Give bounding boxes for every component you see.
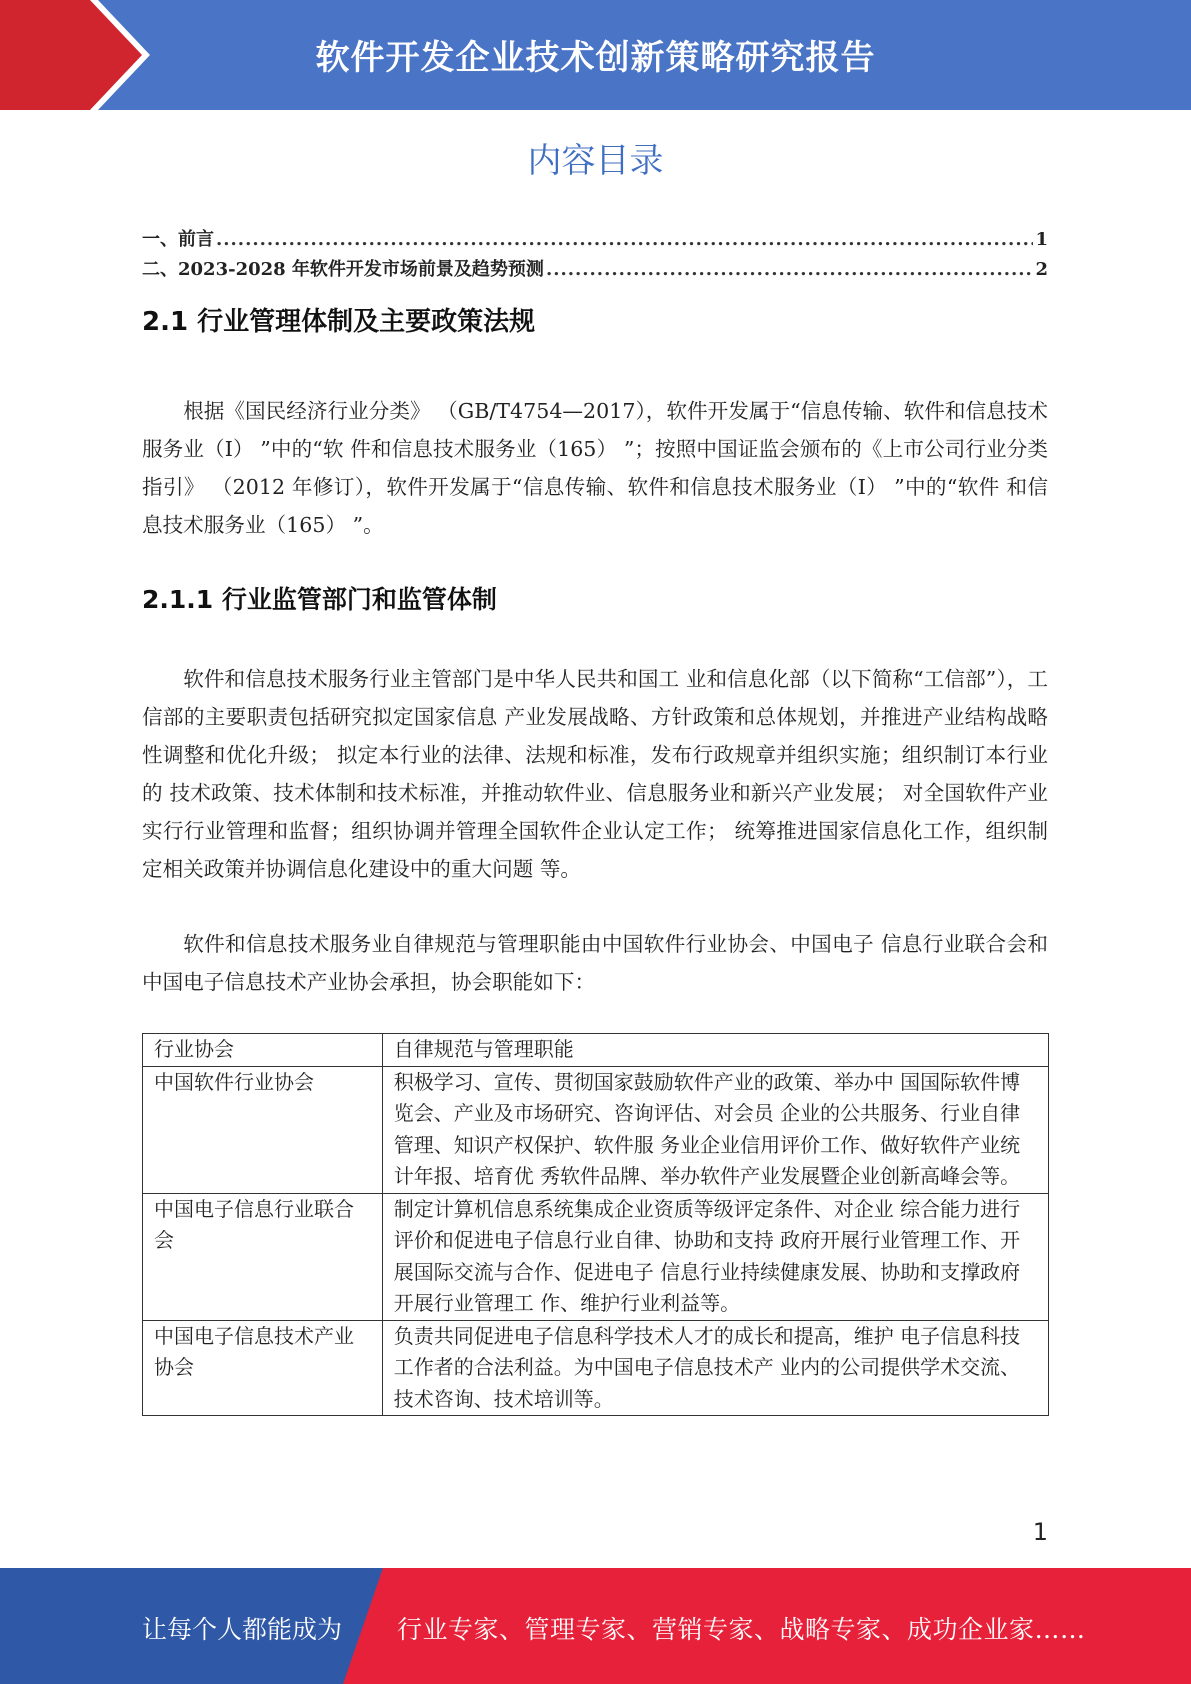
table-row <box>143 1320 1049 1416</box>
section-2-1-1-paragraph-2: 软件和信息技术服务业自律规范与管理职能由中国软件行业协会、中国电子 信息行业联合会和中国电子信息技术产业协会承担，协会职能如下： <box>142 932 1048 994</box>
table-header-cell: 行业协会 <box>143 1034 383 1067</box>
section-heading-2-1: 2.1 行业管理体制及主要政策法规 <box>142 307 536 337</box>
footer-banner <box>0 1568 1191 1684</box>
association-table <box>142 1033 1049 1416</box>
table-row <box>143 1193 1049 1320</box>
report-title: 软件开发企业技术创新策略研究报告 <box>315 38 876 78</box>
association-duty-cell: 制定计算机信息系统集成企业资质等级评定条件、对企业 综合能力进行评价和促进电子信息行业自律、协助和支持 政府开展行业管理工作、开展国际交流与合作、促进电子 信息行业持续健康发展、协助和支撑政府开展行业管理工 作、维护行业利益等。 <box>382 1193 1048 1320</box>
section-heading-2-1-1: 2.1.1 行业监管部门和监管体制 <box>142 585 497 614</box>
association-duty-cell: 负责共同促进电子信息科学技术人才的成长和提高，维护 电子信息科技工作者的合法利益。为中国电子信息技术产 业内的公司提供学术交流、技术咨询、技术培训等。 <box>382 1320 1048 1416</box>
toc-entry-page: 2 <box>1035 259 1048 280</box>
association-duty-cell: 积极学习、宣传、贯彻国家鼓励软件产业的政策、举办中 国国际软件博览会、产业及市场研究、咨询评估、对会员 企业的公共服务、行业自律管理、知识产权保护、软件服 务业企业信用评价工作、做好软件产业统计年报、培育优 秀软件品牌、举办软件产业发展暨企业创新高峰会等。 <box>382 1066 1048 1193</box>
association-name-cell: 中国软件行业协会 <box>143 1066 383 1193</box>
table-header-row <box>143 1034 1049 1067</box>
toc-entry-label: 一、前言 <box>142 229 214 250</box>
association-name-cell: 中国电子信息行业联合会 <box>143 1193 383 1320</box>
toc-entry-label: 二、2023-2028 年软件开发市场前景及趋势预测 <box>142 259 544 280</box>
header-banner <box>0 0 1191 110</box>
toc-title: 内容目录 <box>527 141 664 181</box>
toc-dot-leader <box>216 229 1033 250</box>
table-header-cell: 自律规范与管理职能 <box>382 1034 1048 1067</box>
toc-entry-market-forecast[interactable] <box>142 255 1048 285</box>
toc-entry-page: 1 <box>1035 229 1048 250</box>
toc-entry-preface[interactable] <box>142 225 1048 255</box>
section-2-1-1-paragraph-1: 软件和信息技术服务行业主管部门是中华人民共和国工 业和信息化部（以下简称“工信部”），工信部的主要职责包括研究拟定国家信息 产业发展战略、方针政策和总体规划，并推进产业结构战略性调整和优化升级； 拟定本行业的法律、法规和标准，发布行政规章并组织实施；组织制订本行业的 技术政策、技术体制和技术标准，并推动软件业、信息服务业和新兴产业发展； 对全国软件产业实行行业管理和监督；组织协调并管理全国软件企业认定工作； 统筹推进国家信息化工作，组织制定相关政策并协调信息化建设中的重大问题 等。 <box>142 667 1048 881</box>
toc-dot-leader <box>546 259 1034 280</box>
table-row <box>143 1066 1049 1193</box>
section-2-1-paragraph: 根据《国民经济行业分类》 （GB/T4754—2017），软件开发属于“信息传输、软件和信息技术服务业（I） ”中的“软 件和信息技术服务业（165） ”；按照中国证监会颁布的《上市公司行业分类指引》 （2012 年修订），软件开发属于“信息传输、软件和信息技术服务业（I） ”中的“软件 和信息技术服务业（165） ”。 <box>142 399 1048 537</box>
page-number: 1 <box>1032 1518 1048 1546</box>
footer-slogan-left: 让每个人都能成为 <box>142 1615 343 1644</box>
table-of-contents <box>142 225 1048 285</box>
association-name-cell: 中国电子信息技术产业协会 <box>143 1320 383 1416</box>
footer-slogan-right: 行业专家、管理专家、营销专家、战略专家、成功企业家…… <box>397 1615 1086 1644</box>
